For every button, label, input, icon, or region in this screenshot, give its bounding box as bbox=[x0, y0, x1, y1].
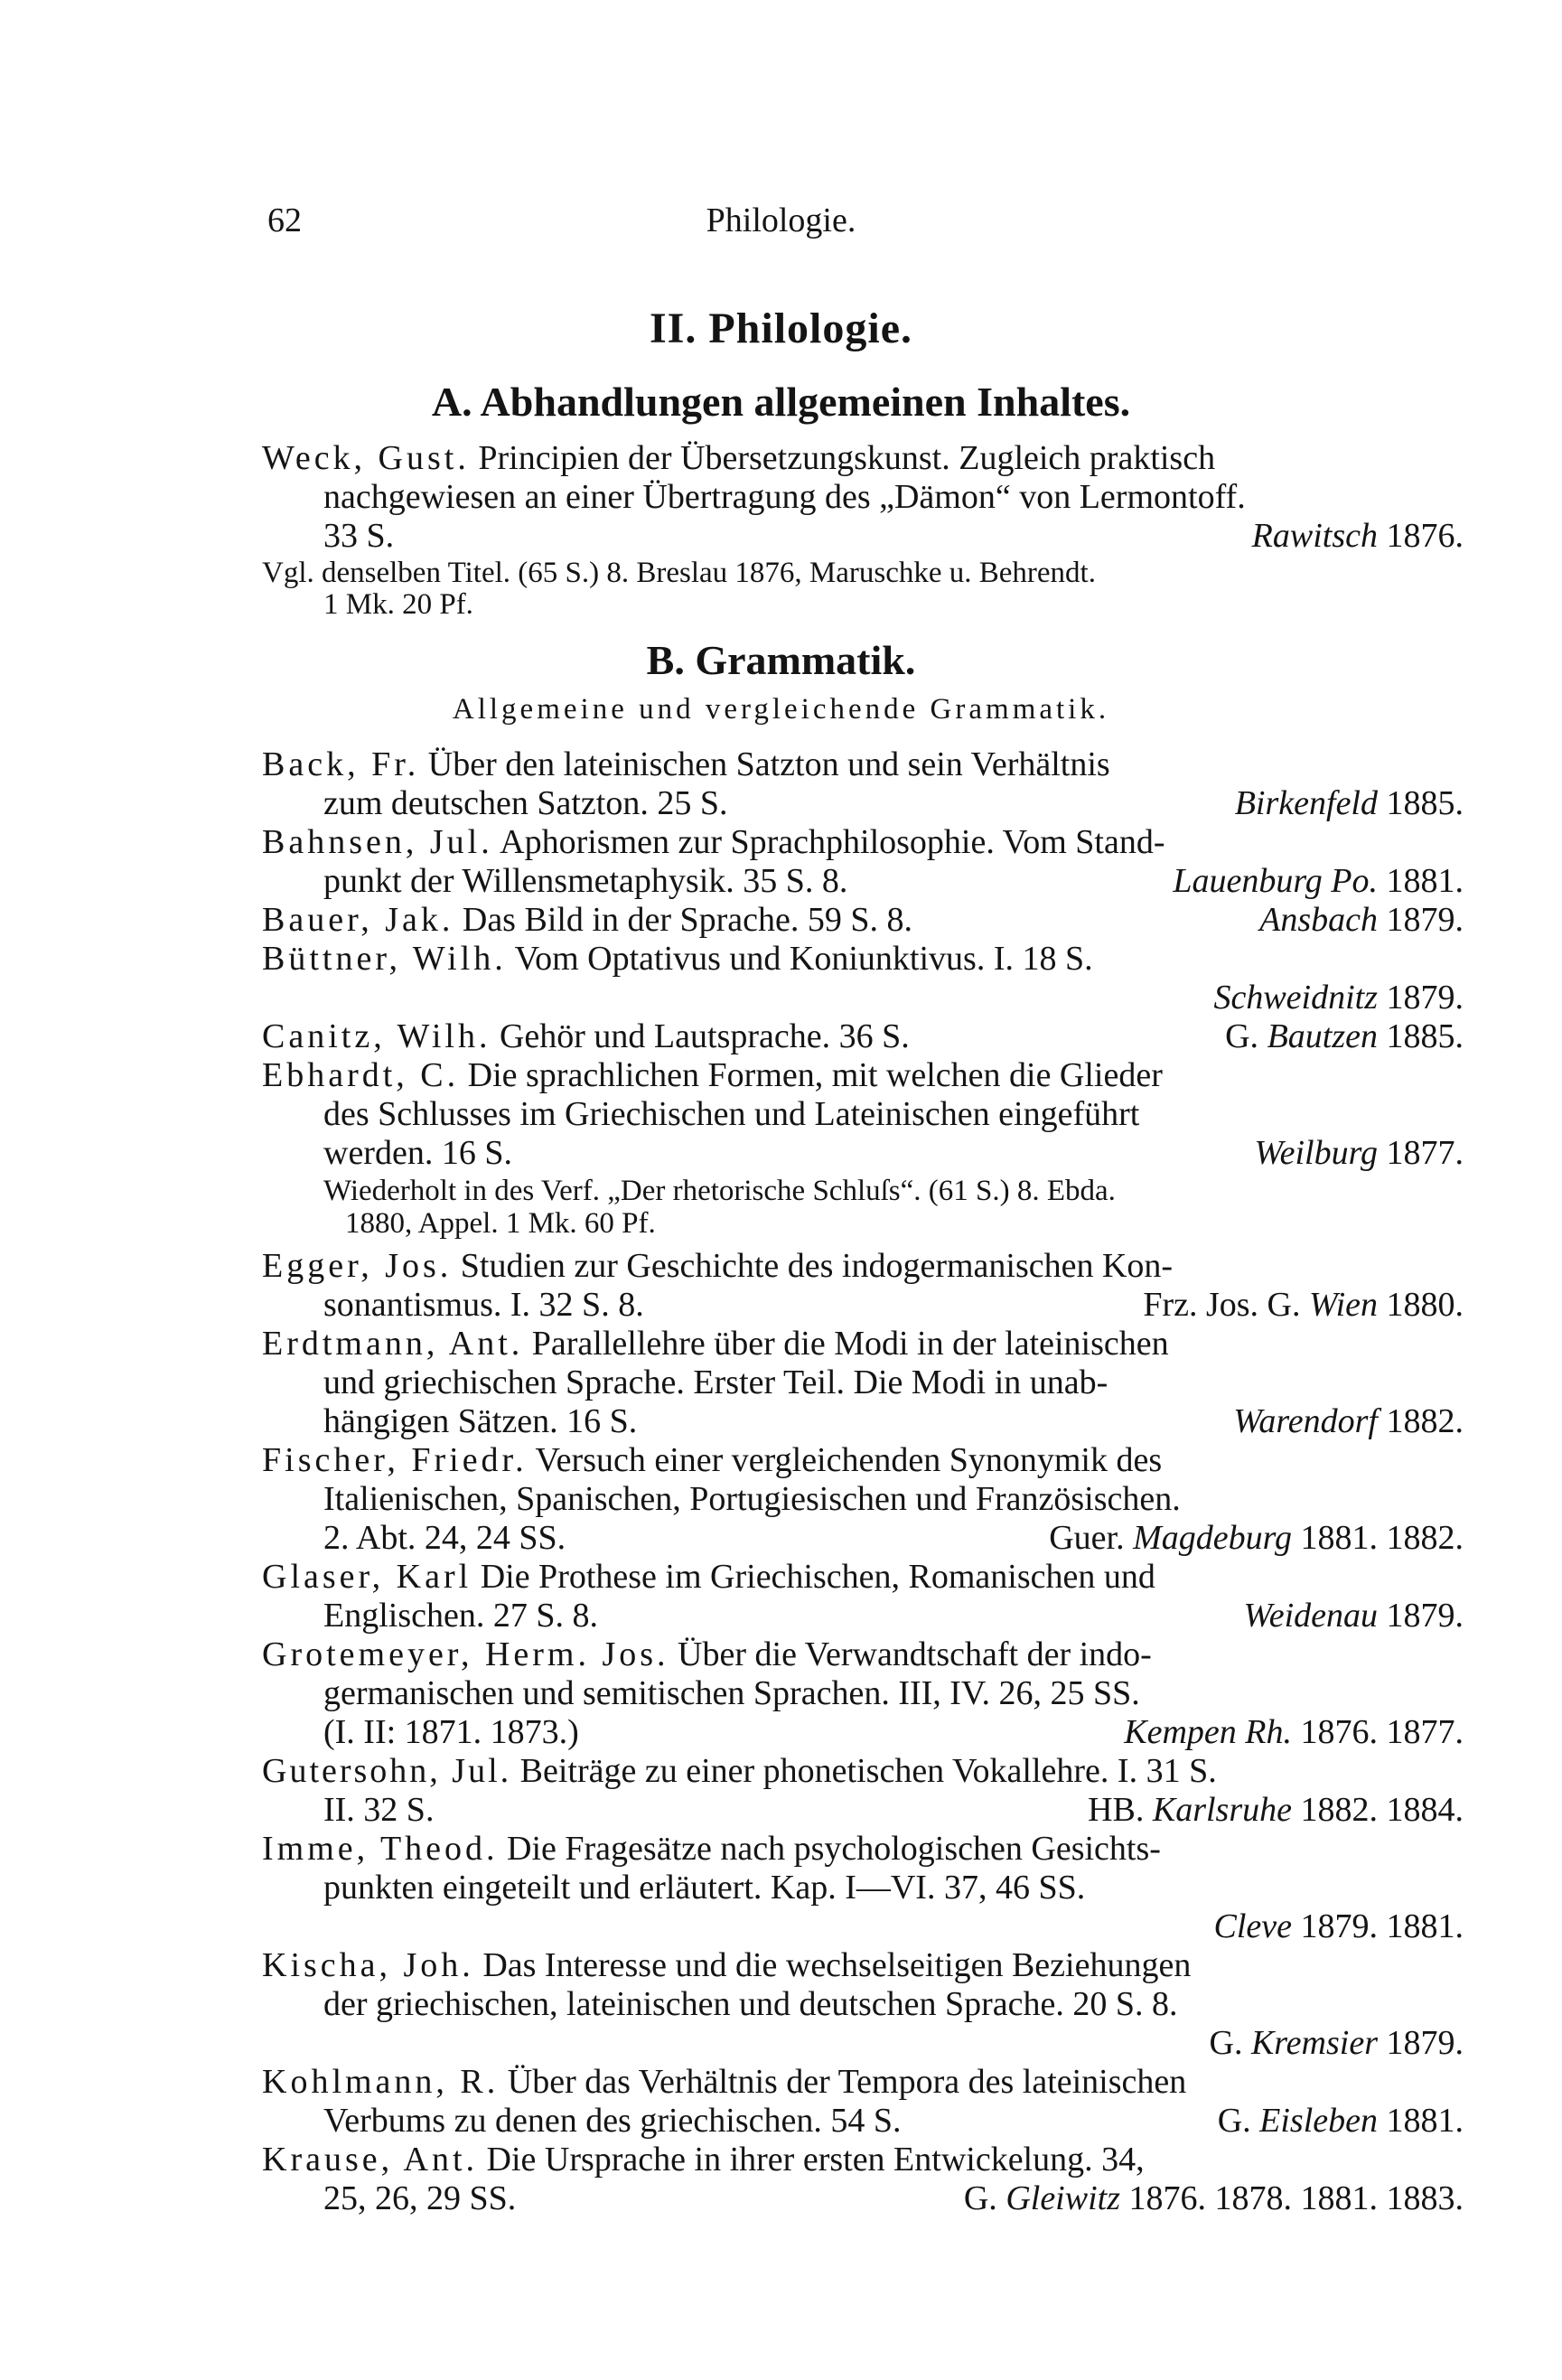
entry-publisher: G. bbox=[1225, 1017, 1259, 1055]
entry-erdtmann-line3 bbox=[323, 1402, 1464, 1440]
entry-author: Egger, Jos. bbox=[262, 1247, 453, 1285]
entry-ebhardt-line2: des Schlusses im Griechischen und Lateinischen eingeführt bbox=[323, 1095, 1140, 1133]
entry-year: 1881. 1882. bbox=[1300, 1519, 1464, 1557]
entry-year: 1877. bbox=[1386, 1134, 1464, 1172]
entry-place: Weilburg bbox=[1254, 1134, 1378, 1172]
entry-egger-line2 bbox=[323, 1286, 1464, 1324]
entry-year: 1881. bbox=[1386, 862, 1464, 900]
entry-text: Principien der Übersetzungskunst. Zugleich praktisch bbox=[478, 439, 1216, 477]
entry-author: Krause, Ant. bbox=[262, 2141, 479, 2179]
entry-imme bbox=[262, 1830, 1464, 1868]
entry-year: 1876. 1878. 1881. 1883. bbox=[1128, 2179, 1464, 2217]
entry-text: Beiträge zu einer phonetischen Vokallehre. I. 31 S. bbox=[519, 1752, 1217, 1790]
entry-imme-line2: punkten eingeteilt und erläutert. Kap. I—VI. 37, 46 SS. bbox=[323, 1869, 1086, 1907]
entry-place: Kremsier bbox=[1250, 2024, 1378, 2062]
entry-author: Weck, Gust. bbox=[262, 439, 470, 477]
entry-year: 1879. bbox=[1386, 2024, 1464, 2062]
entry-year: 1882. bbox=[1386, 1402, 1464, 1440]
entry-back-line2 bbox=[323, 784, 1464, 822]
entry-text: Versuch einer vergleichenden Synonymik des bbox=[535, 1441, 1163, 1479]
entry-text: sonantismus. I. 32 S. 8. bbox=[323, 1286, 644, 1324]
entry-year: 1885. bbox=[1386, 1017, 1464, 1055]
entry-publisher: G. bbox=[1209, 2024, 1243, 2062]
entry-weck bbox=[262, 439, 1464, 477]
entry-fischer bbox=[262, 1441, 1464, 1479]
entry-year: 1876. 1877. bbox=[1300, 1713, 1464, 1751]
entry-egger bbox=[262, 1247, 1464, 1285]
entry-author: Glaser, Karl bbox=[262, 1558, 472, 1596]
entry-author: Imme, Theod. bbox=[262, 1830, 499, 1868]
entry-ebhardt bbox=[262, 1056, 1464, 1094]
entry-place: Magdeburg bbox=[1133, 1519, 1292, 1557]
entry-author: Erdtmann, Ant. bbox=[262, 1325, 524, 1363]
entry-place: Weidenau bbox=[1243, 1597, 1378, 1635]
subsection-b-heading: B. Grammatik. bbox=[646, 637, 916, 683]
entry-text: Englischen. 27 S. 8. bbox=[323, 1597, 598, 1635]
entry-place: Ansbach bbox=[1259, 901, 1378, 939]
entry-publisher: HB. bbox=[1088, 1791, 1145, 1829]
entry-text: Das Interesse und die wechselseitigen Beziehungen bbox=[482, 1946, 1192, 1984]
entry-kischa-line2: der griechischen, lateinischen und deutschen Sprache. 20 S. 8. bbox=[323, 1985, 1178, 2023]
entry-publisher: G. bbox=[1217, 2102, 1251, 2140]
entry-text: zum deutschen Satzton. 25 S. bbox=[323, 784, 728, 822]
entry-bahnsen bbox=[262, 823, 1464, 861]
entry-text: Die Prothese im Griechischen, Romanischen und bbox=[480, 1558, 1155, 1596]
entry-place: Lauenburg Po. bbox=[1173, 862, 1378, 900]
entry-year: 1879. bbox=[1386, 901, 1464, 939]
entry-year: 1882. 1884. bbox=[1300, 1791, 1464, 1829]
entry-text: punkt der Willensmetaphysik. 35 S. 8. bbox=[323, 862, 848, 900]
entry-kohlmann-line2 bbox=[323, 2102, 1464, 2140]
entry-glaser-line2 bbox=[323, 1597, 1464, 1635]
entry-publisher: G. bbox=[963, 2179, 997, 2217]
entry-text: werden. 16 S. bbox=[323, 1134, 512, 1172]
entry-place: Bautzen bbox=[1267, 1017, 1378, 1055]
entry-year: 1879. bbox=[1386, 979, 1464, 1017]
entry-text: Die Ursprache in ihrer ersten Entwickelung. 34, bbox=[486, 2141, 1145, 2179]
entry-grotemeyer-line3 bbox=[323, 1713, 1464, 1751]
entry-kohlmann bbox=[262, 2063, 1464, 2101]
subsection-a-heading: A. Abhandlungen allgemeinen Inhaltes. bbox=[431, 379, 1131, 425]
entry-fischer-line3 bbox=[323, 1519, 1464, 1557]
entry-author: Fischer, Friedr. bbox=[262, 1441, 528, 1479]
entry-canitz bbox=[262, 1017, 1464, 1055]
entry-text: 25, 26, 29 SS. bbox=[323, 2179, 517, 2217]
entry-text: Parallellehre über die Modi in der lateinischen bbox=[531, 1325, 1169, 1363]
entry-place: Schweidnitz bbox=[1213, 979, 1378, 1017]
entry-bauer bbox=[262, 901, 1464, 939]
entry-author: Büttner, Wilh. bbox=[262, 940, 507, 978]
entry-text: hängigen Sätzen. 16 S. bbox=[323, 1402, 638, 1440]
entry-place: Cleve bbox=[1213, 1907, 1292, 1945]
entry-text: Über den lateinischen Satzton und sein Verhältnis bbox=[427, 745, 1110, 783]
entry-text: 33 S. bbox=[323, 517, 395, 555]
entry-author: Canitz, Wilh. bbox=[262, 1017, 491, 1055]
entry-grotemeyer bbox=[262, 1635, 1464, 1673]
entry-weck-line3 bbox=[323, 517, 1464, 555]
entry-text: Gehör und Lautsprache. 36 S. bbox=[499, 1017, 910, 1055]
entry-place: Eisleben bbox=[1259, 2102, 1378, 2140]
entry-kischa bbox=[262, 1946, 1464, 1984]
entry-year: 1876. bbox=[1386, 517, 1464, 555]
entry-text: Die sprachlichen Formen, mit welchen die Glieder bbox=[467, 1056, 1163, 1094]
entry-text: Vom Optativus und Koniunktivus. I. 18 S. bbox=[514, 940, 1093, 978]
entry-ebhardt-note1: Wiederholt in des Verf. „Der rhetorische Schluſs“. (61 S.) 8. Ebda. bbox=[323, 1175, 1116, 1207]
entry-erdtmann bbox=[262, 1325, 1464, 1363]
entry-place: Karlsruhe bbox=[1152, 1791, 1292, 1829]
entry-fischer-line2: Italienischen, Spanischen, Portugiesischen und Französischen. bbox=[323, 1480, 1181, 1518]
entry-krause bbox=[262, 2141, 1464, 2179]
entry-year: 1880. bbox=[1386, 1286, 1464, 1324]
entry-place: Kempen Rh. bbox=[1124, 1713, 1292, 1751]
entry-buettner bbox=[262, 940, 1464, 978]
subsection-caption: Allgemeine und vergleichende Grammatik. bbox=[452, 693, 1110, 726]
entry-publisher: Guer. bbox=[1049, 1519, 1125, 1557]
entry-author: Bauer, Jak. bbox=[262, 901, 454, 939]
entry-place: Rawitsch bbox=[1251, 517, 1378, 555]
entry-text: Das Bild in der Sprache. 59 S. 8. bbox=[462, 901, 913, 939]
entry-author: Kohlmann, R. bbox=[262, 2063, 500, 2101]
entry-year: 1885. bbox=[1386, 784, 1464, 822]
entry-text: Verbums zu denen des griechischen. 54 S. bbox=[323, 2102, 902, 2140]
entry-author: Bahnsen, Jul. bbox=[262, 823, 493, 861]
entry-gutersohn bbox=[262, 1752, 1464, 1790]
entry-publisher: Frz. Jos. G. bbox=[1143, 1286, 1301, 1324]
entry-place: Gleiwitz bbox=[1005, 2179, 1120, 2217]
entry-text: Aphorismen zur Sprachphilosophie. Vom Stand- bbox=[500, 823, 1165, 861]
entry-text: Studien zur Geschichte des indogermanischen Kon- bbox=[460, 1247, 1174, 1285]
entry-krause-line2 bbox=[323, 2179, 1464, 2217]
entry-grotemeyer-line2: germanischen und semitischen Sprachen. III, IV. 26, 25 SS. bbox=[323, 1674, 1140, 1712]
entry-author: Gutersohn, Jul. bbox=[262, 1752, 512, 1790]
entry-text: II. 32 S. bbox=[323, 1791, 435, 1829]
entry-glaser bbox=[262, 1558, 1464, 1596]
entry-weck-line2: nachgewiesen an einer Übertragung des „Dämon“ von Lermontoff. bbox=[323, 478, 1246, 516]
entry-text: Die Fragesätze nach psychologischen Gesichts- bbox=[507, 1830, 1161, 1868]
entry-year: 1881. bbox=[1386, 2102, 1464, 2140]
entry-back bbox=[262, 745, 1464, 783]
entry-place: Wien bbox=[1309, 1286, 1378, 1324]
page-number: 62 bbox=[267, 201, 302, 239]
entry-ebhardt-line3 bbox=[323, 1134, 1464, 1172]
entry-text: 2. Abt. 24, 24 SS. bbox=[323, 1519, 566, 1557]
running-title: Philologie. bbox=[706, 201, 856, 239]
entry-author: Back, Fr. bbox=[262, 745, 420, 783]
entry-text: Über das Verhältnis der Tempora des lateinischen bbox=[507, 2063, 1187, 2101]
entry-bahnsen-line2 bbox=[323, 862, 1464, 900]
entry-text: (I. II: 1871. 1873.) bbox=[323, 1713, 579, 1751]
entry-place: Birkenfeld bbox=[1234, 784, 1378, 822]
entry-author: Ebhardt, C. bbox=[262, 1056, 460, 1094]
entry-year: 1879. 1881. bbox=[1300, 1907, 1464, 1945]
entry-ebhardt-note2: 1880, Appel. 1 Mk. 60 Pf. bbox=[345, 1207, 656, 1240]
entry-erdtmann-line2: und griechischen Sprache. Erster Teil. Die Modi in unab- bbox=[323, 1363, 1108, 1401]
entry-weck-note2: 1 Mk. 20 Pf. bbox=[323, 588, 473, 621]
entry-text: Über die Verwandtschaft der indo- bbox=[678, 1635, 1152, 1673]
section-title: II. Philologie. bbox=[649, 305, 913, 352]
entry-gutersohn-line2 bbox=[323, 1791, 1464, 1829]
entry-place: Warendorf bbox=[1233, 1402, 1378, 1440]
entry-author: Kischa, Joh. bbox=[262, 1946, 474, 1984]
entry-author: Grotemeyer, Herm. Jos. bbox=[262, 1635, 669, 1673]
entry-year: 1879. bbox=[1386, 1597, 1464, 1635]
entry-weck-note1: Vgl. denselben Titel. (65 S.) 8. Breslau 1876, Maruschke u. Behrendt. bbox=[262, 557, 1096, 589]
